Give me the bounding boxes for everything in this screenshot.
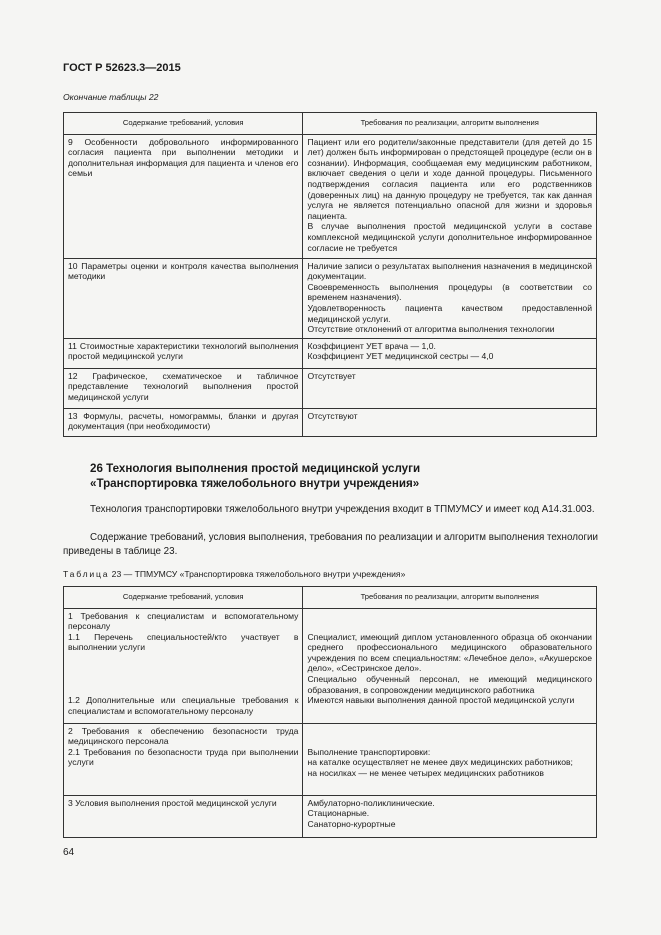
table-cell: 11 Стоимостные характеристики технологий выполнения простой медицинской услуги <box>64 338 303 368</box>
table-cell <box>303 258 597 338</box>
cell-line: Амбулаторно-поликлинические. <box>307 797 435 808</box>
column-header: Требования по реализации, алгоритм выполнения <box>303 113 597 135</box>
table-cell <box>64 723 303 795</box>
table-row <box>64 134 597 258</box>
cell-line: 1.1 Перечень специальностей/кто участвует в выполнении услуги <box>68 631 299 653</box>
table-row <box>64 723 597 795</box>
page-number: 64 <box>63 847 75 858</box>
cell-spacer <box>307 611 592 632</box>
table-header-row <box>64 587 597 609</box>
cell-line: Своевременность выполнения процедуры (в соответствии со временем назначения). <box>307 281 592 303</box>
section-heading-line: 26 Технология выполнения простой медицинской услуги <box>90 462 421 475</box>
cell-line: 2 Требования к обеспечению безопасности труда медицинского персонала <box>68 725 299 747</box>
cell-spacer <box>68 653 298 695</box>
table-cell <box>303 795 597 837</box>
cell-line: Выполнение транспортировки: <box>307 746 431 757</box>
cell-line: Коэффициент УЕТ врача — 1,0. <box>307 340 436 351</box>
table-22-caption: Окончание таблицы 22 <box>63 92 159 102</box>
column-header: Требования по реализации, алгоритм выполнения <box>303 587 597 609</box>
body-paragraph: Содержание требований, условия выполнения, требования по реализации и алгоритм выполнения технологии приведены в таблице 23. <box>63 532 598 557</box>
cell-line: В случае выполнения простой медицинской услуги в составе комплексной медицинской услуги дополнительное информированное согласие не требуется <box>307 221 592 253</box>
table-row <box>64 608 597 723</box>
cell-line: Коэффициент УЕТ медицинской сестры — 4,0 <box>307 351 494 362</box>
table-cell: 10 Параметры оценки и контроля качества выполнения методики <box>64 258 303 338</box>
document-header: ГОСТ Р 52623.3—2015 <box>63 62 181 74</box>
cell-line: 1 Требования к специалистам и вспомогательному персоналу <box>68 610 299 632</box>
body-paragraph: Технология транспортировки тяжелобольного внутри учреждения входит в ТПМУМСУ и имеет код А14.31.003. <box>90 504 595 515</box>
table-22 <box>63 112 597 437</box>
caption-prefix: Таблица <box>63 569 110 579</box>
table-cell: 3 Условия выполнения простой медицинской услуги <box>64 795 303 837</box>
cell-line: Отсутствие отклонений от алгоритма выполнения технологии <box>307 324 555 335</box>
column-header: Содержание требований, условия <box>64 113 303 135</box>
table-cell: 9 Особенности добровольного информированного согласия пациента при выполнении методики и дополнительная информация для пациента и членов его семьи <box>64 134 303 258</box>
cell-line: на каталке осуществляет не менее двух медицинских работников; <box>307 757 573 768</box>
cell-line: 2.1 Требования по безопасности труда при выполнении услуги <box>68 746 299 768</box>
table-cell <box>303 134 597 258</box>
table-row <box>64 795 597 837</box>
table-row <box>64 338 597 368</box>
cell-line: Санаторно-курортные <box>307 818 396 829</box>
column-header: Содержание требований, условия <box>64 587 303 609</box>
table-cell: 13 Формулы, расчеты, номограммы, бланки и другая документация (при необходимости) <box>64 408 303 436</box>
cell-line: Стационарные. <box>307 808 370 819</box>
cell-line: 1.2 Дополнительные или специальные требования к специалистам и вспомогательному персоналу <box>68 694 299 716</box>
table-cell: Отсутствуют <box>303 408 597 436</box>
table-cell: 12 Графическое, схематическое и табличное представление технологий выполнения простой медицинской услуги <box>64 368 303 408</box>
cell-line: Имеются навыки выполнения данной простой медицинской услуги <box>307 695 575 706</box>
table-row <box>64 258 597 338</box>
table-cell <box>303 338 597 368</box>
cell-line: Наличие записи о результатах выполнения назначения в медицинской документации. <box>307 260 592 282</box>
table-cell <box>303 723 597 795</box>
cell-line: Специалист, имеющий диплом установленного образца об окончании среднего профессионального медицинского образовательного учреждения по всем специальностям: «Лечебное дело», «Акушерское дело», «Сестринское дело». <box>307 631 592 674</box>
table-cell: Отсутствует <box>303 368 597 408</box>
cell-line: Удовлетворенность пациента качеством предоставленной медицинской услуги. <box>307 302 592 324</box>
table-row <box>64 408 597 436</box>
cell-line: на носилках — не менее четырех медицинских работников <box>307 767 544 778</box>
table-cell <box>303 608 597 723</box>
table-23-caption <box>63 569 405 579</box>
section-heading-line: «Транспортировка тяжелобольного внутри учреждения» <box>90 477 420 490</box>
cell-line: Специально обученный персонал, не имеющий медицинского образования, в сопровождении медицинского работника <box>307 673 592 695</box>
caption-text: 23 — ТПМУМСУ «Транспортировка тяжелобольного внутри учреждения» <box>109 569 406 579</box>
cell-spacer <box>307 726 592 747</box>
table-23 <box>63 586 597 838</box>
cell-line: Пациент или его родители/законные представители (для детей до 15 лет) должен быть информирован о предстоящей процедуре (если он в сознании). Информация, сообщаемая ему медицинским работником, включает сведения о цели и ходе данной процедуры. Письменного подтверждения согласия пациента или его родственников (доверенных лиц) на данную процедуру не требуется, так как данная услуга не является потенциально опасной для жизни и здоровья пациента. <box>307 136 592 221</box>
table-row <box>64 368 597 408</box>
table-cell <box>64 608 303 723</box>
table-header-row <box>64 113 597 135</box>
section-heading <box>90 461 610 491</box>
